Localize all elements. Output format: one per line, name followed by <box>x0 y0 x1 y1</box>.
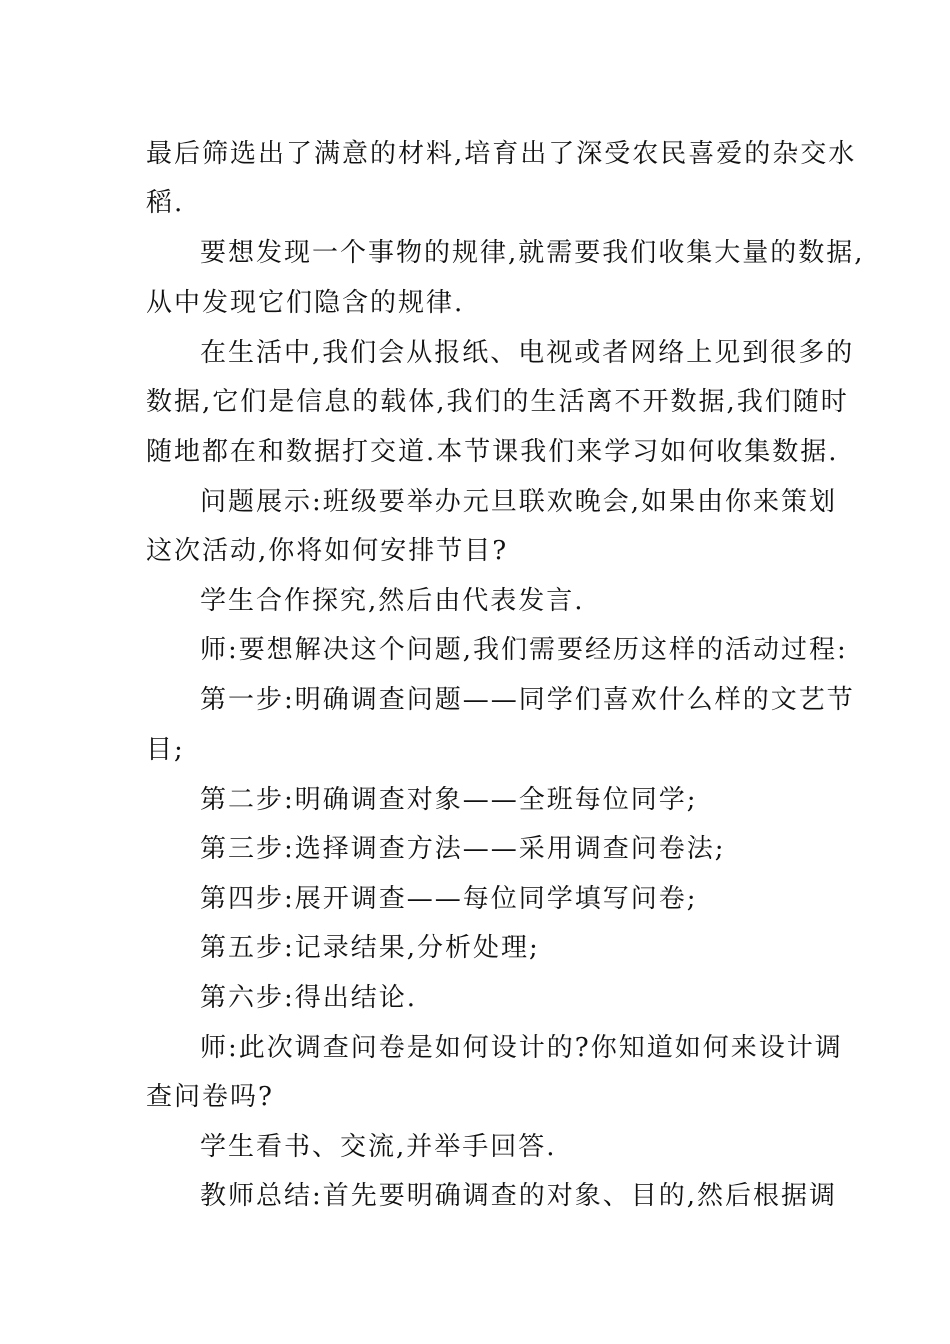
text-line: 随地都在和数据打交道.本节课我们来学习如何收集数据. <box>146 437 839 467</box>
text-line: 教师总结:首先要明确调查的对象、目的,然后根据调 <box>200 1181 838 1211</box>
text-line: 学生合作探究,然后由代表发言. <box>200 586 585 616</box>
text-line: 第二步:明确调查对象——全班每位同学; <box>200 785 698 815</box>
text-line: 数据,它们是信息的载体,我们的生活离不开数据,我们随时 <box>146 387 849 417</box>
text-line: 稻. <box>146 188 185 218</box>
text-line: 第四步:展开调查——每位同学填写问卷; <box>200 884 698 914</box>
text-line: 从中发现它们隐含的规律. <box>146 288 465 318</box>
text-line: 在生活中,我们会从报纸、电视或者网络上见到很多的 <box>200 338 855 368</box>
text-line: 查问卷吗? <box>146 1082 274 1112</box>
text-line: 最后筛选出了满意的材料,培育出了深受农民喜爱的杂交水 <box>146 139 857 169</box>
text-line: 学生看书、交流,并举手回答. <box>200 1132 557 1162</box>
text-line: 这次活动,你将如何安排节目? <box>146 536 509 566</box>
text-line: 第五步:记录结果,分析处理; <box>200 933 540 963</box>
text-line: 要想发现一个事物的规律,就需要我们收集大量的数据, <box>200 238 865 268</box>
text-line: 师:要想解决这个问题,我们需要经历这样的活动过程: <box>200 635 848 665</box>
text-line: 第六步:得出结论. <box>200 983 418 1013</box>
text-line: 师:此次调查问卷是如何设计的?你知道如何来设计调 <box>200 1033 843 1063</box>
text-line: 第一步:明确调查问题——同学们喜欢什么样的文艺节 <box>200 685 855 715</box>
text-line: 问题展示:班级要举办元旦联欢晚会,如果由你来策划 <box>200 487 838 517</box>
text-line: 第三步:选择调查方法——采用调查问卷法; <box>200 834 726 864</box>
text-line: 目; <box>146 735 185 765</box>
